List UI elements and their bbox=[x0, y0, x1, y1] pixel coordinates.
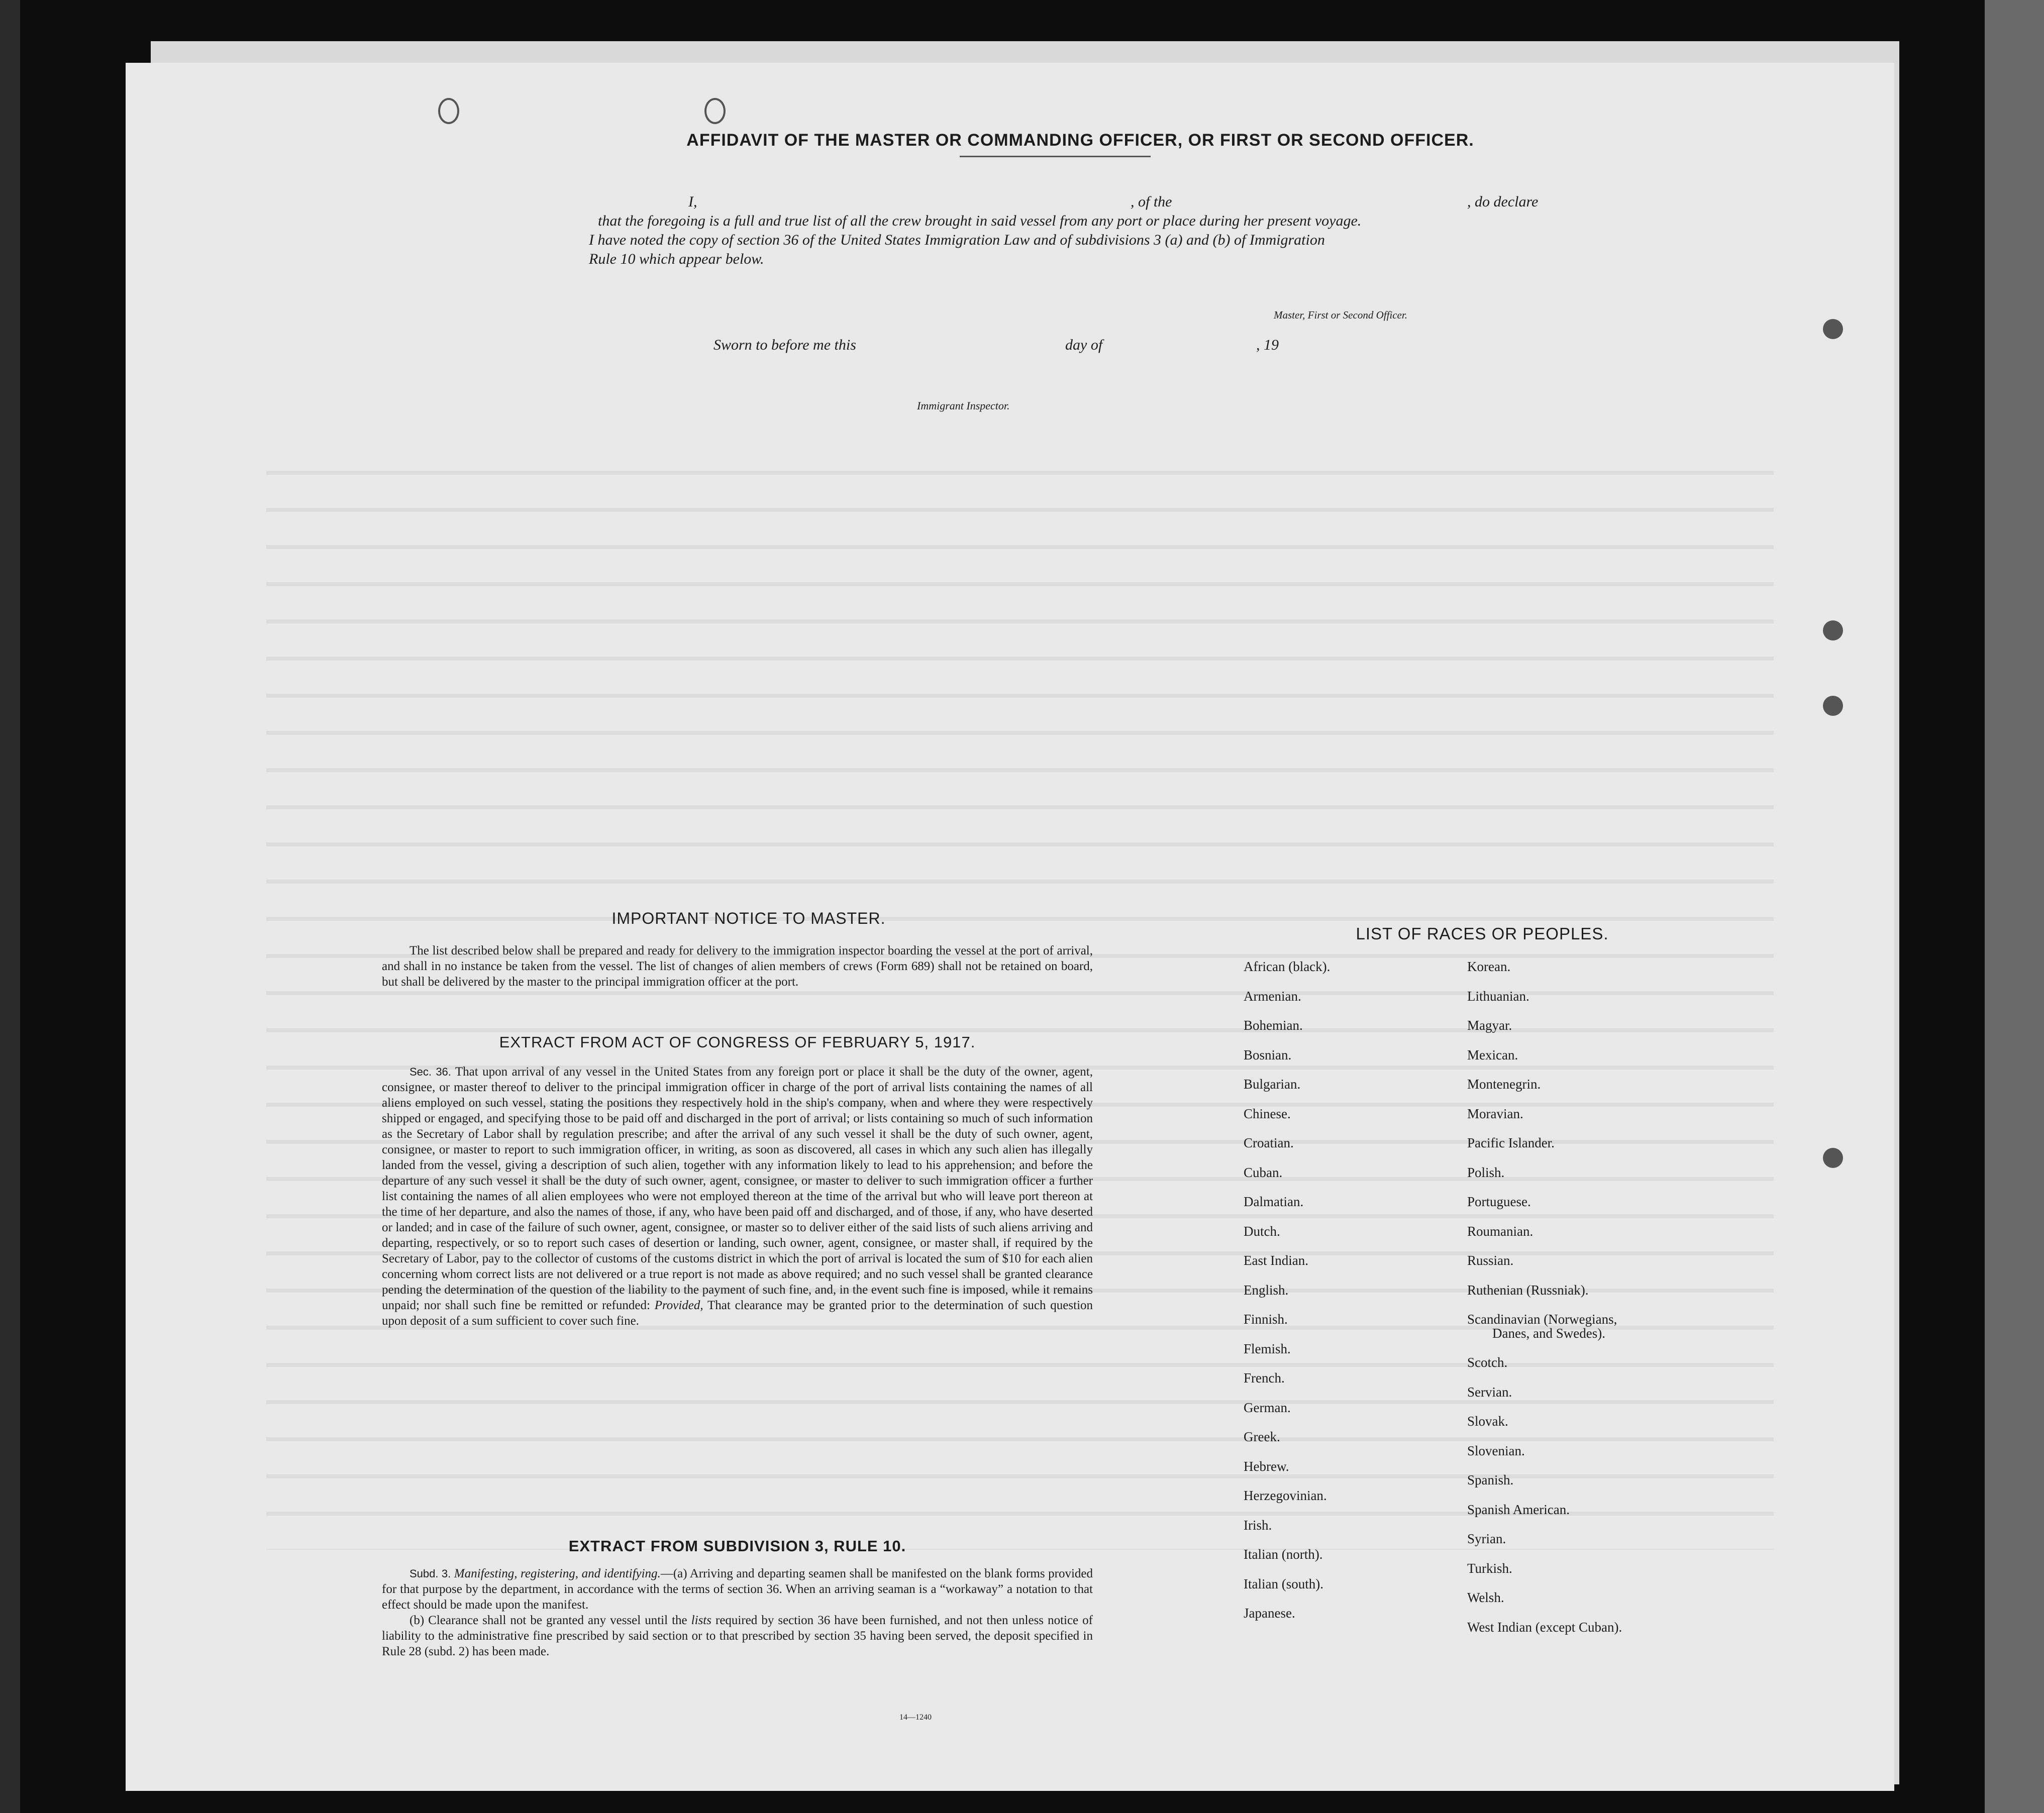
affidavit-title: AFFIDAVIT OF THE MASTER OR COMMANDING OFFICER, OR FIRST OR SECOND OFFICER. bbox=[686, 131, 1474, 150]
race-item: Dalmatian. bbox=[1244, 1194, 1304, 1209]
race-item: Irish. bbox=[1244, 1517, 1272, 1533]
affidavit-declare: , do declare bbox=[1467, 193, 1539, 210]
race-item: Welsh. bbox=[1467, 1590, 1504, 1605]
race-item: Dutch. bbox=[1244, 1223, 1280, 1239]
race-item: Syrian. bbox=[1467, 1531, 1506, 1546]
race-item: French. bbox=[1244, 1370, 1285, 1385]
race-item: Herzegovinian. bbox=[1244, 1488, 1327, 1503]
registration-mark-icon bbox=[1823, 620, 1843, 641]
rule-extract-title: EXTRACT FROM SUBDIVISION 3, RULE 10. bbox=[568, 1537, 906, 1555]
race-item: Ruthenian (Russniak). bbox=[1467, 1282, 1589, 1298]
affidavit-body bbox=[588, 192, 1633, 269]
affidavit-line-2: that the foregoing is a full and true list of all the crew brought in said vessel from any port or place during her present voyage. bbox=[598, 212, 1362, 229]
race-item: Bulgarian. bbox=[1244, 1077, 1301, 1092]
act-extract-title: EXTRACT FROM ACT OF CONGRESS OF FEBRUARY 5, 1917. bbox=[499, 1033, 976, 1051]
race-item: Danes, and Swedes). bbox=[1492, 1326, 1605, 1341]
registration-mark-icon bbox=[1823, 696, 1843, 716]
inspector-label: Immigrant Inspector. bbox=[917, 399, 1010, 412]
act-section-lead: Sec. 36. bbox=[410, 1065, 451, 1078]
race-item: Greek. bbox=[1244, 1429, 1280, 1444]
race-item: Armenian. bbox=[1244, 988, 1301, 1004]
film-edge-right bbox=[1985, 0, 2044, 1813]
race-item: Bohemian. bbox=[1244, 1018, 1303, 1033]
race-item: Flemish. bbox=[1244, 1341, 1291, 1356]
act-tail-text: That clearance may be granted prior to the determination of such question upon deposit of a sum sufficient to cover such fine. bbox=[382, 1299, 1093, 1328]
race-item: Japanese. bbox=[1244, 1606, 1295, 1621]
race-item: Mexican. bbox=[1467, 1047, 1518, 1062]
rule-para-b-lead: (b) Clearance shall not be granted any vessel until the bbox=[410, 1614, 687, 1627]
affidavit-i: I, bbox=[688, 193, 697, 210]
act-provided: Provided, bbox=[654, 1299, 703, 1312]
race-item: Moravian. bbox=[1467, 1106, 1523, 1121]
race-item: German. bbox=[1244, 1400, 1291, 1415]
race-item: Russian. bbox=[1467, 1253, 1514, 1268]
affidavit-of-the: , of the bbox=[1131, 193, 1172, 210]
act-body-text: That upon arrival of any vessel in the United States from any foreign port or place it shall be the duty of the owner, agent, consignee, or master thereof to deliver to the principal immigration officer in charge of the port of arrival lists containing the names of all aliens employed on such vessel, stating the positions they respectively hold in the ship's company, when and where they were respectively shipped or engaged, and specifying those to be paid off and discharged in the port of arrival; or lists containing so much of such information as the Secretary of Labor shall by regulation prescribe; and after the arrival of any such vessel it shall be the duty of such owner, agent, consignee, or master to report to such immigration officer, in writing, as soon as discovered, all cases in which any such alien has illegally landed from the vessel, giving a description of such alien, together with any information likely to lead to his apprehension; and before the departure of any such vessel it shall be the duty of such owner, agent, consignee, or master to deliver to such immigration officer a further list containing the names of all alien employees who were not employed thereon at the time of the arrival but who will leave port thereon at the time of her departure, and also the names of those, if any, who have been paid off and discharged, and of those, if any, who have deserted or landed; and in case of the failure of such owner, agent, consignee, or master so to deliver either of the said lists of such aliens arriving and departing, respectively, or so to report such cases of desertion or landing, such owner, agent, consignee, or master shall, if required by the Secretary of Labor, pay to the collector of customs of the customs district in which the port of arrival is located the sum of $10 for each alien concerning whom correct lists are not delivered or a true report is not made as above required; and no such vessel shall be granted clearance pending the determination of the question of the liability to the payment of such fine, and, in the event such fine is imposed, while it remains unpaid; nor shall such fine be remitted or refunded: bbox=[382, 1065, 1093, 1312]
day-of-label: day of bbox=[1065, 337, 1103, 353]
act-extract-section bbox=[382, 1064, 1093, 1329]
rule-para-a bbox=[382, 1566, 1093, 1613]
race-item: Magyar. bbox=[1467, 1018, 1512, 1033]
sworn-label: Sworn to before me this bbox=[713, 337, 856, 353]
races-right-column bbox=[1467, 952, 1769, 1642]
race-item: Korean. bbox=[1467, 959, 1511, 974]
race-item: Spanish American. bbox=[1467, 1502, 1570, 1517]
race-item: West Indian (except Cuban). bbox=[1467, 1619, 1622, 1635]
rule-para-b-text: required by section 36 have been furnished, and not then unless notice of liability to the administrative fine prescribed by said section or to that prescribed by section 35 having been served, the deposit specified in Rule 28 (subd. 2) has been made. bbox=[382, 1614, 1093, 1658]
races-title: LIST OF RACES OR PEOPLES. bbox=[1356, 924, 1609, 943]
punch-hole-icon bbox=[438, 98, 459, 124]
race-item: Turkish. bbox=[1467, 1560, 1512, 1576]
race-item: Cuban. bbox=[1244, 1164, 1283, 1180]
notice-section bbox=[382, 943, 1093, 990]
race-item: Spanish. bbox=[1467, 1472, 1514, 1487]
rule-lead: Subd. 3. bbox=[410, 1567, 451, 1580]
affidavit-line-4: Rule 10 which appear below. bbox=[589, 251, 764, 267]
rule-para-b-lists: lists bbox=[691, 1614, 711, 1627]
rule-para-a-text: —(a) Arriving and departing seamen shall be manifested on the blank forms provided for that purpose by the department, in accordance with the terms of section 36. When an arriving seaman is a “workaway” a notation to that effect should be made upon the manifest. bbox=[382, 1567, 1093, 1612]
race-item: Lithuanian. bbox=[1467, 988, 1529, 1004]
notice-title: IMPORTANT NOTICE TO MASTER. bbox=[611, 909, 886, 927]
form-number: 14—1240 bbox=[899, 1713, 932, 1722]
race-item: Finnish. bbox=[1244, 1312, 1288, 1327]
act-extract-body bbox=[382, 1064, 1093, 1329]
race-item: Polish. bbox=[1467, 1164, 1505, 1180]
races-left-column bbox=[1244, 952, 1455, 1628]
year-label: , 19 bbox=[1256, 337, 1279, 353]
race-item: Roumanian. bbox=[1467, 1223, 1534, 1239]
document-page bbox=[126, 63, 1894, 1791]
race-item: Servian. bbox=[1467, 1384, 1512, 1400]
race-item: Italian (south). bbox=[1244, 1576, 1323, 1591]
race-item: Portuguese. bbox=[1467, 1194, 1531, 1209]
film-edge-left bbox=[0, 0, 20, 1813]
registration-mark-icon bbox=[1823, 319, 1843, 339]
race-item: African (black). bbox=[1244, 959, 1331, 974]
race-item: Slovenian. bbox=[1467, 1443, 1525, 1458]
rule-heading-a: Manifesting, registering, and identifying. bbox=[454, 1567, 661, 1580]
race-item: Bosnian. bbox=[1244, 1047, 1292, 1062]
notice-body: The list described below shall be prepared and ready for delivery to the immigration inspector boarding the vessel at the port of arrival, and shall in no instance be taken from the vessel. The list of changes of alien members of crews (Form 689) shall not be retained on board, but shall be delivered by the master to the principal immigration officer at the port. bbox=[382, 944, 1093, 989]
affidavit-line-3: I have noted the copy of section 36 of the United States Immigration Law and of subdivisions 3 (a) and (b) of Immigration bbox=[589, 232, 1325, 248]
race-item: Montenegrin. bbox=[1467, 1077, 1541, 1092]
race-item: East Indian. bbox=[1244, 1253, 1308, 1268]
rule-para-b bbox=[382, 1613, 1093, 1659]
race-item: Scandinavian (Norwegians, bbox=[1467, 1312, 1617, 1327]
race-item: Pacific Islander. bbox=[1467, 1135, 1555, 1150]
race-item: Hebrew. bbox=[1244, 1458, 1289, 1474]
rule-extract-section bbox=[382, 1566, 1093, 1659]
race-item: Scotch. bbox=[1467, 1355, 1508, 1370]
registration-mark-icon bbox=[1823, 1148, 1843, 1168]
race-item: Croatian. bbox=[1244, 1135, 1294, 1150]
title-rule bbox=[960, 156, 1151, 157]
race-item: English. bbox=[1244, 1282, 1289, 1298]
race-item: Chinese. bbox=[1244, 1106, 1291, 1121]
race-item: Slovak. bbox=[1467, 1414, 1508, 1429]
race-item: Italian (north). bbox=[1244, 1547, 1323, 1562]
punch-hole-icon bbox=[704, 98, 726, 124]
master-signature-label: Master, First or Second Officer. bbox=[1274, 309, 1407, 321]
